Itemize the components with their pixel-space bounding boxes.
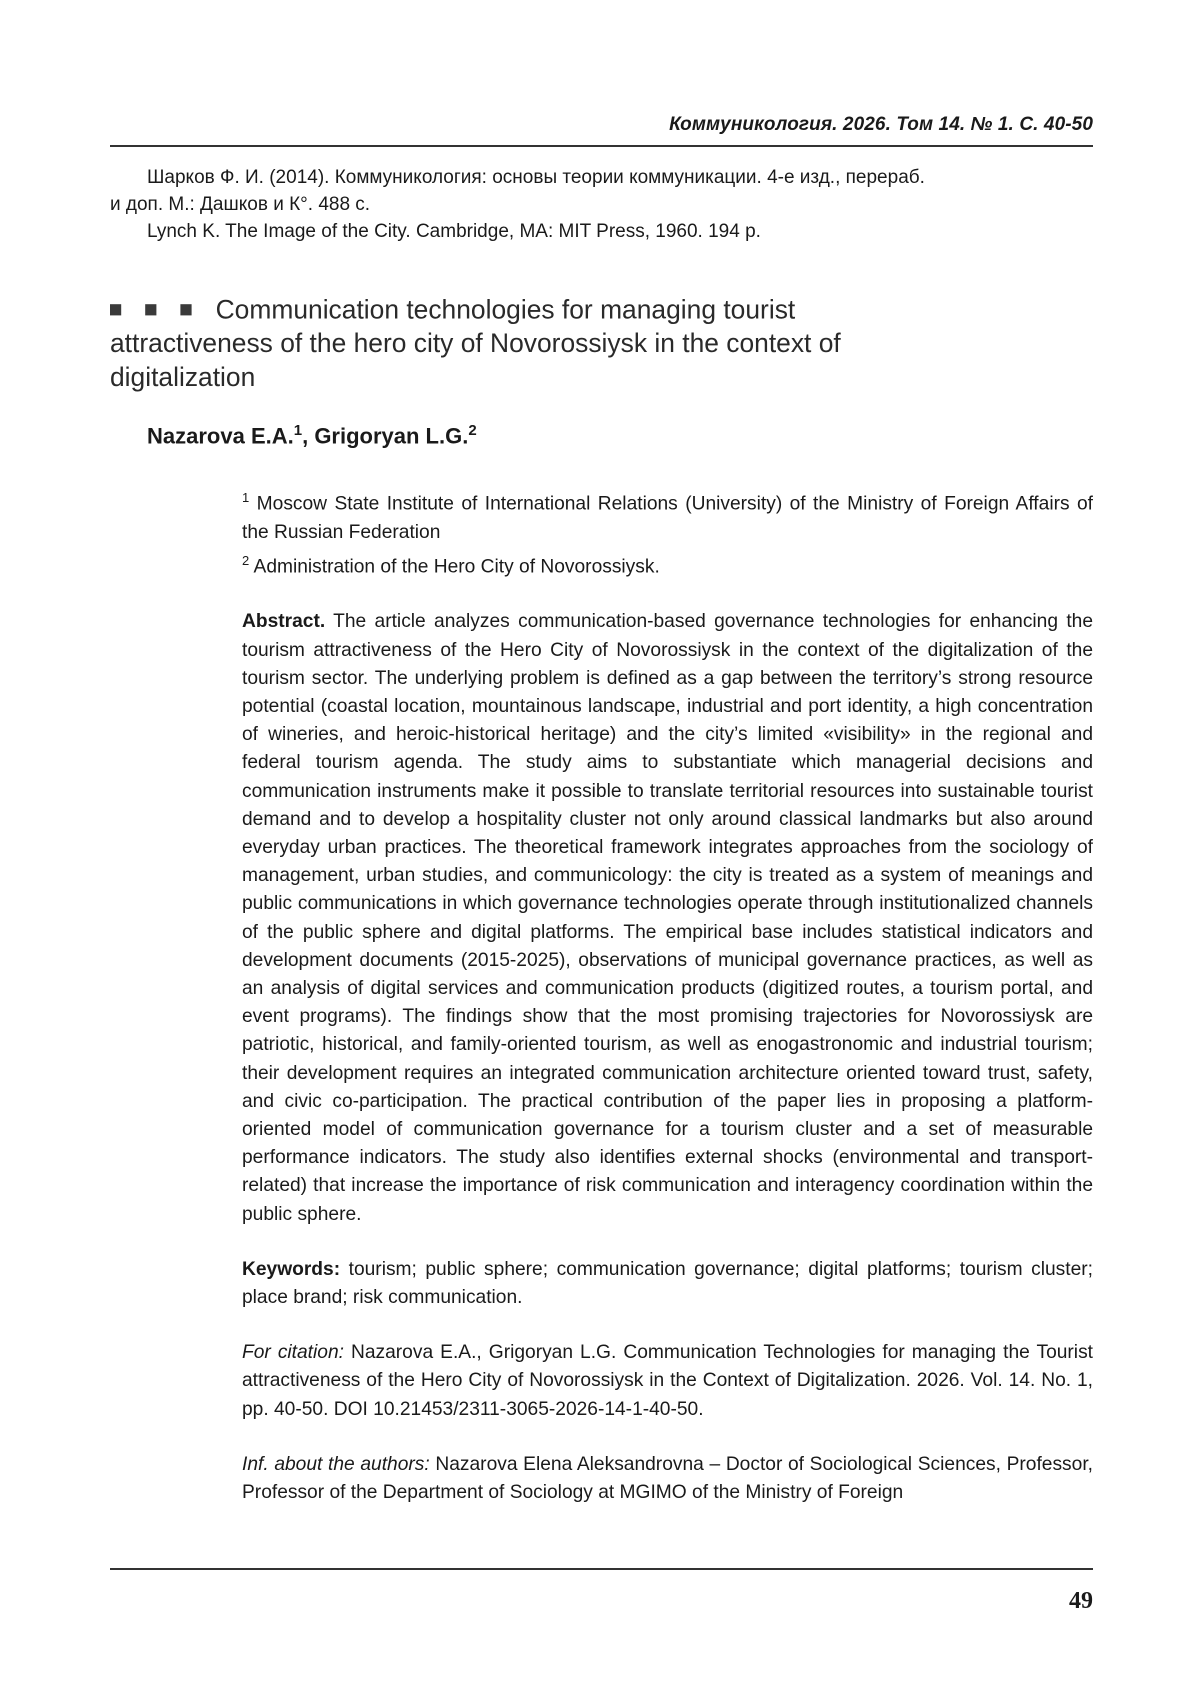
keywords-text: tourism; public sphere; communication governance; digital platforms; tourism cluster; place brand; risk communication. [242, 1258, 1093, 1309]
article-content [242, 484, 1093, 1507]
keywords [242, 1256, 1093, 1312]
author-2-sup: 2 [468, 422, 477, 439]
author-separator: , [302, 423, 315, 449]
authors-info-label: Inf. about the authors: [242, 1453, 430, 1475]
affiliation-1-text: Moscow State Institute of International Relations (University) of the Ministry of Foreign Affairs of the Russian Federation [242, 493, 1093, 543]
affiliation-1-sup: 1 [242, 490, 250, 505]
abstract [242, 608, 1093, 1228]
page-number: 49 [1069, 1588, 1093, 1614]
title-squares-icon [110, 293, 216, 327]
reference-1-line-2: и доп. М.: Дашков и К°. 488 с. [110, 194, 371, 215]
affiliation-2 [242, 547, 1093, 582]
header-rule [110, 145, 1093, 147]
author-1: Nazarova E.A. [147, 423, 294, 449]
reference-1-line-1: Шарков Ф. И. (2014). Коммуникология: основы теории коммуникации. 4-е изд., перераб. [147, 167, 925, 188]
affiliation-1 [242, 484, 1093, 547]
keywords-label: Keywords: [242, 1258, 341, 1280]
abstract-text: The article analyzes communication-based governance technologies for enhancing the tourism attractiveness of the Hero City of Novorossiysk in the context of the digitalization of the tourism sector. The underlying problem is defined as a gap between the territory’s strong resource potential (coastal location, mountainous landscape, industrial and port identity, a high concentration of wineries, and heroic-historical heritage) and the city’s limited «visibility» in the regional and federal tourism agenda. The study aims to substantiate which managerial decisions and communication instruments make it possible to translate territorial resources into sustainable tourist demand and to develop a hospitality cluster not only around classical landmarks but also around everyday urban practices. The theoretical framework integrates approaches from the sociology of management, urban studies, and communicology: the city is treated as a system of meanings and public communications in which governance technologies operate through institutionalized channels of the public sphere and digital platforms. The empirical base includes statistical indicators and development documents (2015-2025), observations of municipal governance practices, as well as an analysis of digital services and communication products (digitized routes, a tourism portal, and event programs). The findings show that the most promising trajectories for Novorossiysk are patriotic, historical, and family-oriented tourism, as well as enogastronomic and industrial tourism; their development requires an integrated communication architecture oriented toward trust, safety, and civic co-participation. The practical contribution of the paper lies in proposing a platform-oriented model of communication governance for a tourism cluster and a set of measurable performance indicators. The study also identifies external shocks (environmental and transport-related) that increase the importance of risk communication and interagency coordination within the public sphere. [242, 611, 1094, 1225]
affiliation-2-sup: 2 [242, 552, 250, 568]
author-1-sup: 1 [293, 422, 303, 439]
references [110, 164, 1093, 245]
authors-info [242, 1451, 1093, 1507]
citation-text: Nazarova E.A., Grigoryan L.G. Communication Technologies for managing the Tourist attractiveness of the Hero City of Novorossiysk in the Context of Digitalization. 2026. Vol. 14. No. 1, pp. 40-50. DOI 10.21453/2311-3065-2026-14-1-40-50. [242, 1342, 1093, 1420]
authors-info-text: Nazarova Elena Aleksandrovna – Doctor of Sociological Sciences, Professor, Professor of the Department of Sociology at MGIMO of the Ministry of Foreign [242, 1453, 1093, 1504]
reference-2: Lynch K. The Image of the City. Cambridge, MA: MIT Press, 1960. 194 p. [147, 221, 761, 242]
running-head: Коммуникология. 2026. Том 14. № 1. С. 40-50 [669, 114, 1093, 135]
citation [242, 1339, 1093, 1424]
affiliation-2-text: Administration of the Hero City of Novorossiysk. [253, 556, 660, 578]
authors [147, 422, 477, 449]
title-text: Communication technologies for managing tourist attractiveness of the hero city of Novorossiysk in the context of digitalization [110, 294, 841, 392]
author-2: Grigoryan L.G. [314, 423, 469, 449]
footer-rule [110, 1568, 1093, 1570]
abstract-label: Abstract. [242, 611, 326, 633]
citation-label: For citation: [242, 1342, 344, 1364]
article-title [110, 293, 902, 394]
